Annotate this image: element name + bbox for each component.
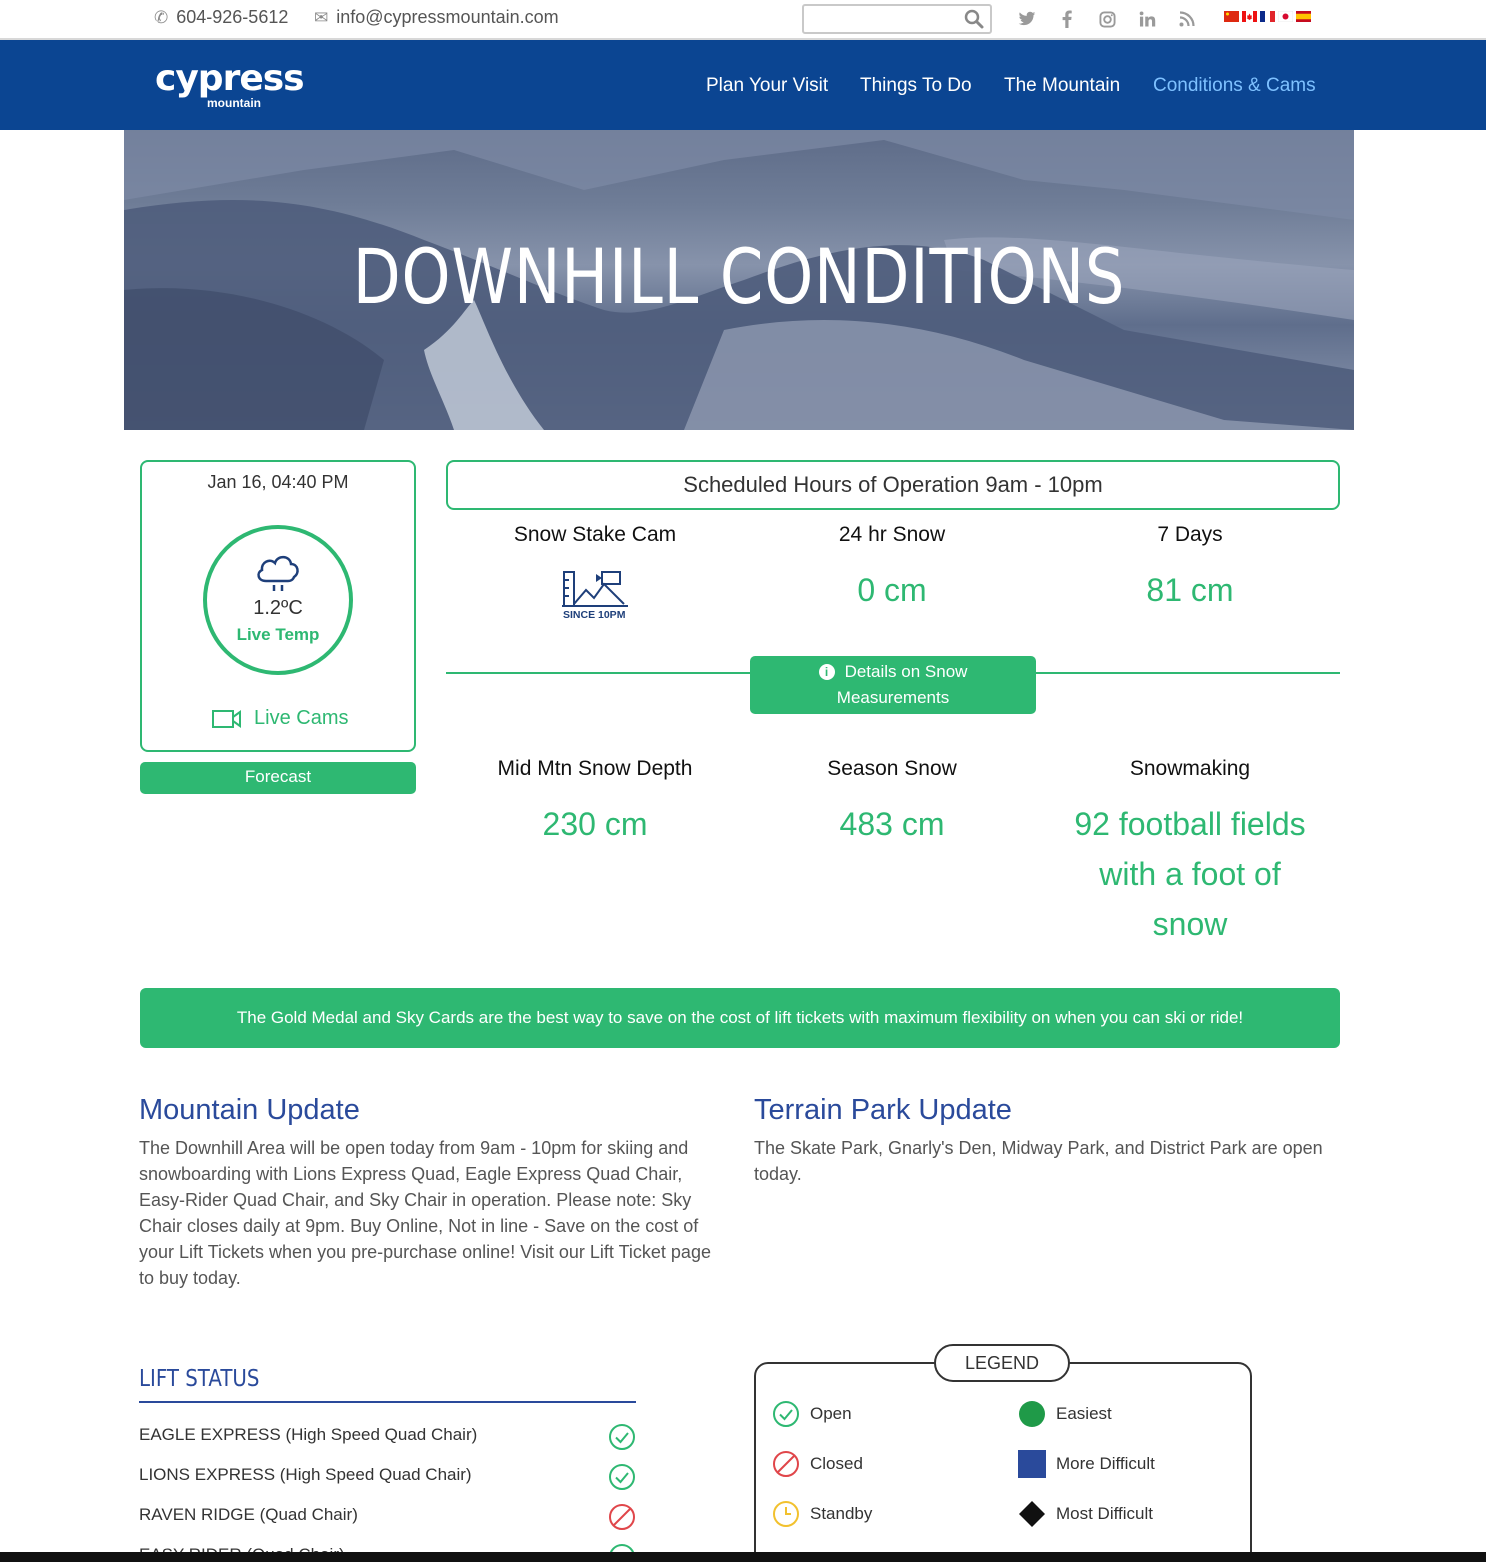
legend-closed-label: Closed [810, 1454, 863, 1473]
details-line1: Details on Snow [844, 662, 968, 681]
open-status-icon [608, 1423, 636, 1451]
open-status-icon [608, 1463, 636, 1491]
green-circle-icon [1018, 1400, 1046, 1428]
email-address: info@cypressmountain.com [336, 7, 559, 27]
flag-spain-icon[interactable] [1296, 11, 1311, 22]
hero-banner [124, 130, 1354, 430]
snow-stake-cam-icon[interactable] [562, 568, 632, 622]
legend-more-difficult-label: More Difficult [1056, 1454, 1155, 1473]
snowmaking-line1: 92 football fields [1074, 806, 1306, 842]
terrain-update-body: The Skate Park, Gnarly's Den, Midway Park, and District Park are open today. [754, 1138, 1323, 1184]
blue-square-icon [1018, 1450, 1046, 1478]
snowmaking-line3: snow [1152, 906, 1228, 942]
info-icon: i [819, 664, 835, 680]
nav-plan-your-visit[interactable]: Plan Your Visit [706, 75, 829, 96]
cloud-rain-icon [252, 547, 304, 595]
mountain-update-title: Mountain Update [139, 1094, 360, 1126]
search-box [802, 4, 992, 34]
divider-left [446, 672, 750, 674]
legend-most-difficult-label: Most Difficult [1056, 1504, 1153, 1523]
mountain-update [139, 1094, 719, 1291]
snow-24hr-stat [742, 523, 1042, 615]
live-cams-label: Live Cams [254, 707, 349, 729]
linkedin-icon[interactable] [1136, 9, 1158, 29]
phone-icon: ✆ [154, 7, 169, 27]
live-temp-label: Live Temp [236, 625, 320, 644]
weather-circle [203, 525, 353, 675]
utility-bar [0, 0, 1486, 40]
instagram-icon[interactable] [1096, 9, 1118, 29]
terrain-park-update [754, 1094, 1334, 1187]
phone-number: 604-926-5612 [176, 7, 289, 27]
snowmaking-stat [1040, 757, 1340, 949]
snowmaking-line2: with a foot of [1099, 856, 1281, 892]
email-link[interactable] [314, 7, 559, 28]
black-diamond-icon [1018, 1500, 1046, 1528]
terrain-update-title: Terrain Park Update [754, 1094, 1012, 1126]
logo-subtext: mountain [207, 96, 261, 110]
season-snow-label: Season Snow [827, 757, 957, 780]
snow-24hr-label: 24 hr Snow [838, 523, 946, 546]
live-cams-link[interactable] [212, 707, 348, 730]
snow-details-button[interactable] [750, 656, 1036, 714]
lift-name: RAVEN RIDGE (Quad Chair) [139, 1505, 358, 1524]
envelope-icon: ✉ [314, 7, 329, 27]
lift-name: LIONS EXPRESS (High Speed Quad Chair) [139, 1465, 472, 1484]
flag-china-icon[interactable] [1224, 11, 1239, 22]
video-camera-icon [212, 709, 242, 729]
legend-more-difficult [1018, 1450, 1155, 1478]
lift-status-rule [139, 1401, 636, 1403]
divider-right [1036, 672, 1340, 674]
flag-france-icon[interactable] [1260, 11, 1275, 22]
legend-most-difficult [1018, 1500, 1153, 1528]
cypress-logo[interactable] [155, 58, 304, 112]
nav-the-mountain[interactable]: The Mountain [1004, 75, 1121, 96]
main-navbar [0, 40, 1486, 130]
language-flags [1224, 11, 1311, 22]
details-line2: Measurements [836, 688, 950, 707]
snow-stake-cam-stat [445, 523, 745, 547]
hours-of-operation: Scheduled Hours of Operation 9am - 10pm [446, 460, 1340, 510]
nav-things-to-do[interactable]: Things To Do [860, 75, 972, 96]
search-icon[interactable] [962, 7, 986, 31]
clock-icon [772, 1500, 800, 1528]
live-temperature: 1.2ºC [253, 597, 303, 619]
rss-icon[interactable] [1176, 9, 1198, 29]
snowmaking-value [1040, 799, 1340, 949]
snow-stake-cam-label: Snow Stake Cam [513, 523, 677, 546]
snow-24hr-value: 0 cm [857, 572, 927, 608]
lift-row [139, 1423, 636, 1453]
lift-row [139, 1503, 636, 1533]
season-snow-value: 483 cm [839, 806, 945, 842]
nav-conditions-cams[interactable]: Conditions & Cams [1153, 75, 1316, 96]
twitter-icon[interactable] [1016, 9, 1038, 29]
legend-closed [772, 1450, 863, 1478]
snow-depth-label: Mid Mtn Snow Depth [497, 757, 693, 780]
legend-easiest-label: Easiest [1056, 1404, 1112, 1423]
search-input[interactable] [804, 6, 954, 32]
mountain-update-body: The Downhill Area will be open today from 9am - 10pm for skiing and snowboarding with Lions Express Quad, Eagle Express Quad Chair, Easy-Rider Quad Chair, and Sky Chair in operation. Please note: Sky Chair closes daily at 9pm. Buy Online, Not in line - Save on the cost of your Lift Tickets when you pre-purchase online! Visit our Lift Ticket page to buy today. [139, 1138, 711, 1288]
snow-depth-value: 230 cm [542, 806, 648, 842]
lift-status-title: LIFT STATUS [139, 1366, 260, 1392]
snowmaking-label: Snowmaking [1129, 757, 1251, 780]
forecast-button[interactable]: Forecast [140, 762, 416, 794]
legend-standby-label: Standby [810, 1504, 873, 1523]
flag-japan-icon[interactable] [1278, 11, 1293, 22]
open-icon [772, 1400, 800, 1428]
promo-banner[interactable]: The Gold Medal and Sky Cards are the best way to save on the cost of lift tickets with maximum flexibility on when you can ski or ride! [140, 988, 1340, 1048]
snow-stake-caption: SINCE 10PM [563, 609, 626, 621]
weather-datetime: Jan 16, 04:40 PM [207, 472, 349, 492]
closed-icon [772, 1450, 800, 1478]
flag-canada-icon[interactable] [1242, 11, 1257, 22]
snow-7days-value: 81 cm [1146, 572, 1234, 608]
snow-depth-stat [445, 757, 745, 849]
lift-name: EAGLE EXPRESS (High Speed Quad Chair) [139, 1425, 478, 1444]
snow-7days-label: 7 Days [1157, 523, 1223, 546]
season-snow-stat [742, 757, 1042, 849]
lift-row [139, 1463, 636, 1493]
browser-bottom-edge [0, 1552, 1486, 1562]
legend-standby [772, 1500, 872, 1528]
social-links [1016, 9, 1198, 29]
logo-wordmark: cypress [155, 58, 304, 99]
facebook-icon[interactable] [1056, 9, 1078, 29]
weather-card [140, 460, 416, 752]
page-title: DOWNHILL CONDITIONS [352, 232, 1126, 321]
phone-link[interactable] [154, 7, 288, 28]
snow-7days-stat [1040, 523, 1340, 615]
closed-status-icon [608, 1503, 636, 1531]
legend-open [772, 1400, 852, 1428]
legend-easiest [1018, 1400, 1112, 1428]
legend-open-label: Open [810, 1404, 852, 1423]
legend-title: LEGEND [934, 1344, 1070, 1382]
